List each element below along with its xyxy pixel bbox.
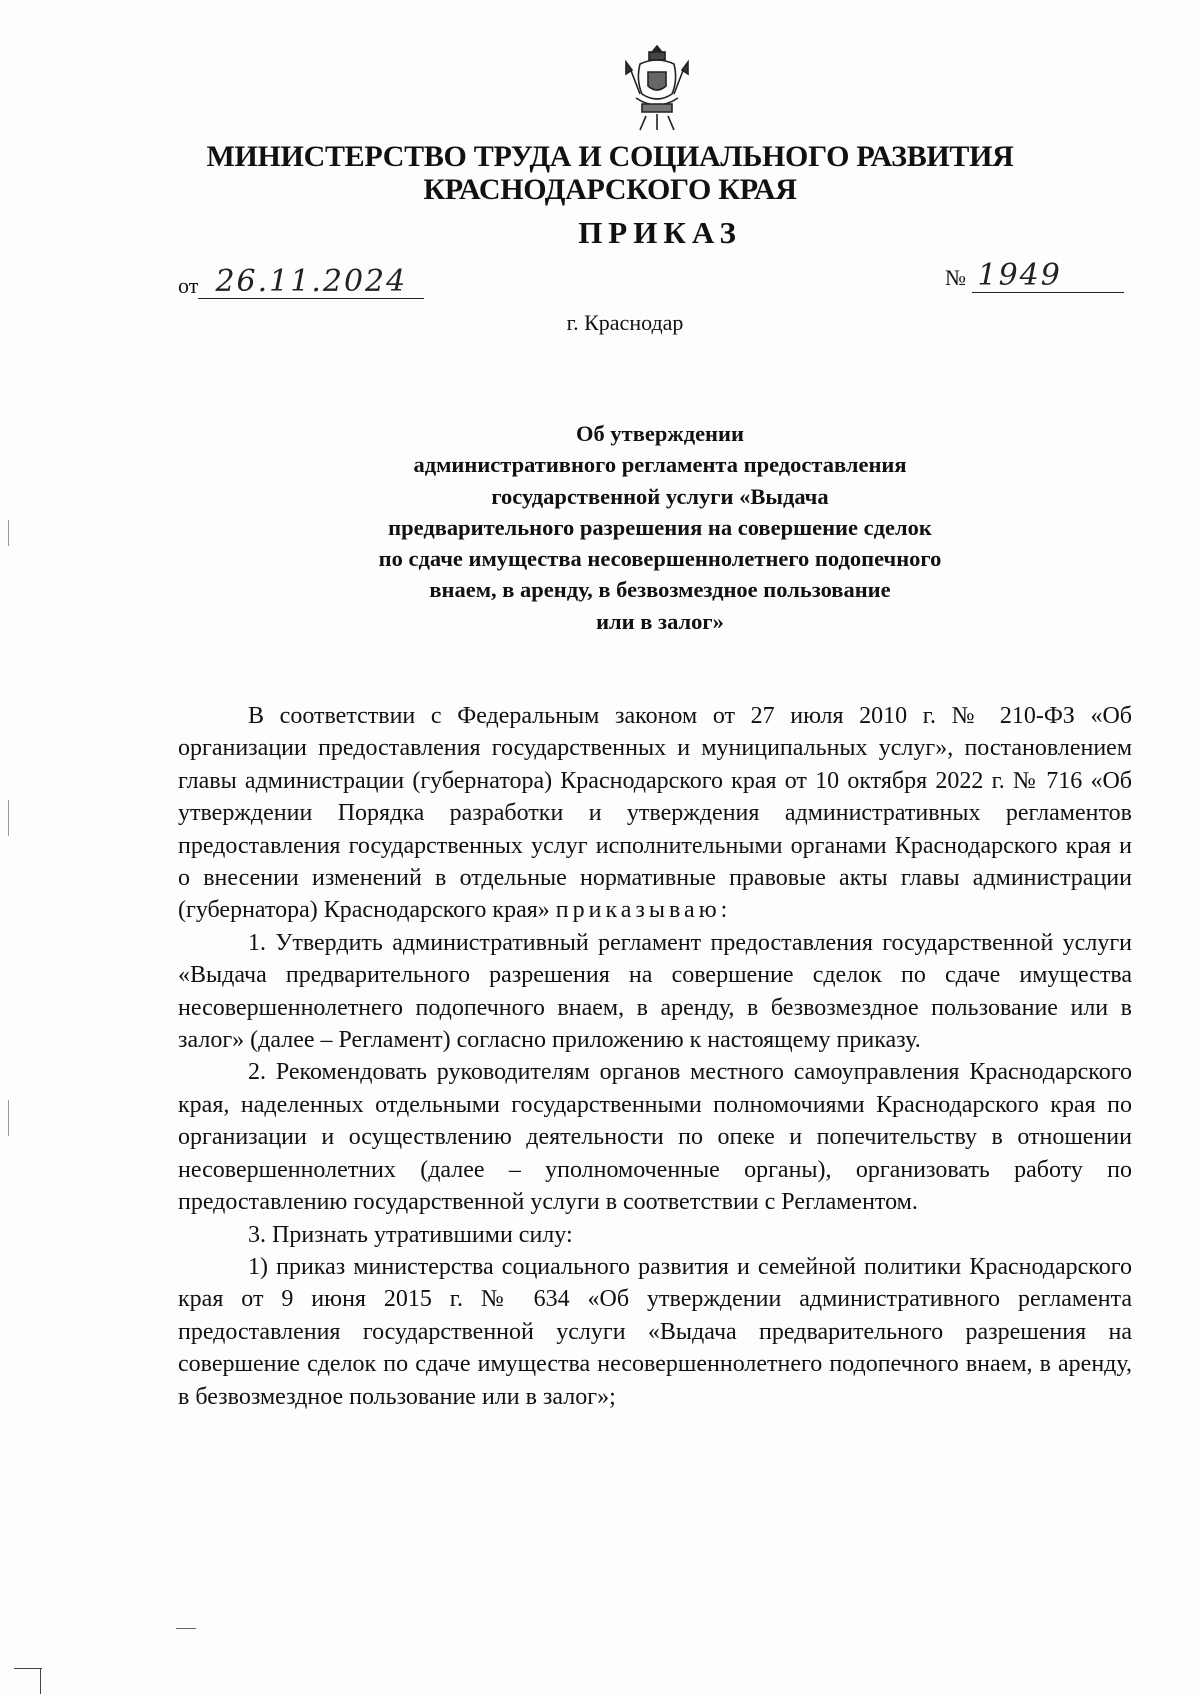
subject-line: государственной услуги «Выдача: [491, 483, 829, 509]
item-2-paragraph: 2. Рекомендовать руководителям органов местного самоуправления Краснодарского края, наделенных отдельными государственными полномочиями Краснодарского края по организации и осуществлению деятельности по опеке и попечительству в отношении несовершеннолетних (далее – уполномоченные органы), организовать работу по предоставлению государственной услуги в соответствии с Регламентом.: [178, 1059, 1132, 1216]
subject-line: административного регламента предоставления: [413, 452, 907, 478]
subject-line: или в залог»: [596, 608, 724, 634]
order-number: [945, 258, 1124, 293]
scan-mark: [8, 520, 9, 546]
ministry-name-line2: КРАСНОДАРСКОГО КРАЯ: [423, 173, 797, 206]
scan-mark: [176, 1628, 196, 1629]
order-title: ПРИКАЗ: [578, 215, 742, 250]
item-1-paragraph: 1. Утвердить административный регламент предоставления государственной услуги «Выдача предварительного разрешения на совершение сделок по сдаче имущества несовершеннолетнего подопечного внаем, в аренду, в безвозмездное пользование или в залог» (далее – Регламент) согласно приложению к настоящему приказу.: [178, 929, 1132, 1054]
scan-mark: [14, 1668, 42, 1669]
scan-mark: [8, 1100, 9, 1136]
number-prefix: №: [945, 265, 966, 290]
preamble-paragraph: [178, 700, 1132, 927]
subject-line: по сдаче имущества несовершеннолетнего подопечного: [378, 546, 942, 572]
date-handwritten: 26.11.2024: [198, 268, 424, 299]
subject-line: внаем, в аренду, в безвозмездное пользование: [429, 577, 891, 603]
city: г. Краснодар: [566, 310, 684, 335]
subject-line: предварительного разрешения на совершение сделок: [388, 514, 932, 540]
order-subject: [300, 418, 1020, 637]
order-body: [178, 700, 1132, 1413]
subject-line: Об утверждении: [576, 421, 744, 446]
krasnodar-krai-coat-of-arms-icon: [622, 42, 692, 134]
scan-mark: [40, 1668, 41, 1694]
number-handwritten: 1949: [972, 262, 1124, 293]
date-prefix: от: [178, 273, 199, 298]
preamble-text: В соответствии с Федеральным законом от 27 июля 2010 г. № 210-ФЗ «Об организации предоставления государственных и муниципальных услуг», постановлением главы администрации (губернатора) Краснодарского края от 10 октября 2022 г. № 716 «Об утверждении Порядка разработки и утверждения административных регламентов предоставления государственных услуг исполнительными органами Краснодарского края и о внесении изменений в отдельные нормативные правовые акты главы администрации (губернатора) Краснодарского края»: [178, 703, 1132, 924]
orders-word: приказываю:: [555, 897, 732, 924]
item-3-paragraph: 3. Признать утратившими силу:: [248, 1221, 573, 1248]
ministry-name-line1: МИНИСТЕРСТВО ТРУДА И СОЦИАЛЬНОГО РАЗВИТИЯ: [206, 140, 1014, 173]
item-3-1-paragraph: 1) приказ министерства социального развития и семейной политики Краснодарского края от 9 июня 2015 г. № 634 «Об утверждении административного регламента предоставления государственной услуги «Выдача предварительного разрешения на совершение сделок по сдаче имущества несовершеннолетнего подопечного внаем, в аренду, в безвозмездное пользование или в залог»;: [178, 1253, 1132, 1410]
ministry-name: [180, 140, 1040, 206]
scan-mark: [8, 800, 9, 836]
order-date: [178, 264, 424, 299]
